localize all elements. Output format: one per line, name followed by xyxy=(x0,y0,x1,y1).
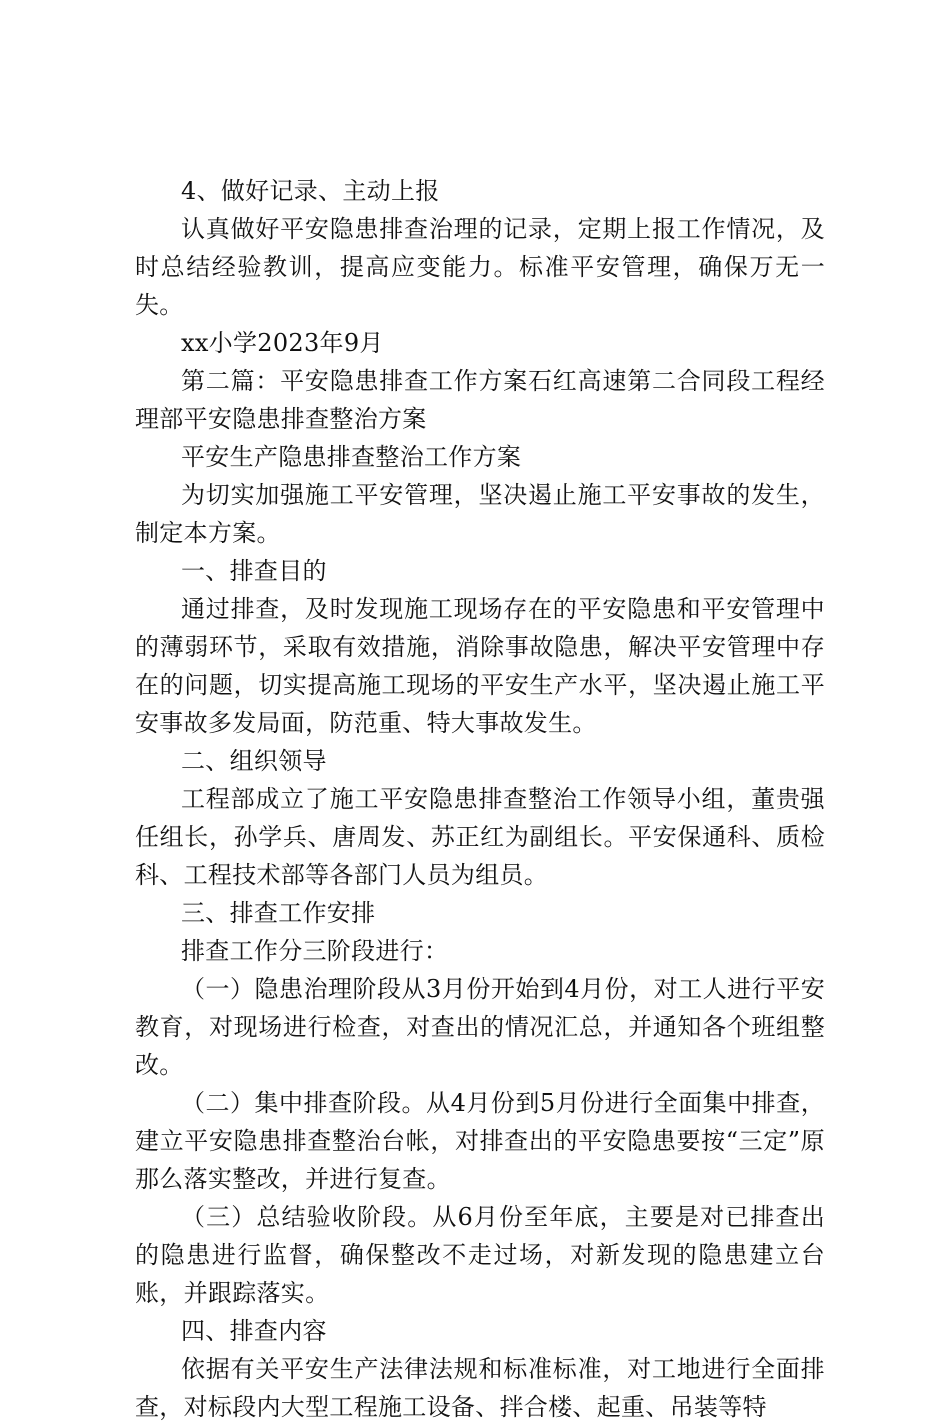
intro-paragraph: 为切实加强施工平安管理，坚决遏止施工平安事故的发生，制定本方案。 xyxy=(135,481,825,547)
signature-date: xx小学2023年9月 xyxy=(181,329,384,357)
section-heading-leadership: 二、组织领导 xyxy=(181,747,327,775)
section-heading-arrangement: 三、排查工作安排 xyxy=(181,899,376,927)
body-paragraph-content: 依据有关平安生产法律法规和标准标准，对工地进行全面排查，对标段内大型工程施工设备、拌合楼、起重、吊装等特 xyxy=(135,1355,825,1421)
plan-title: 平安生产隐患排查整治工作方案 xyxy=(181,443,522,471)
body-paragraph-purpose: 通过排查，及时发现施工现场存在的平安隐患和平安管理中的薄弱环节，采取有效措施，消除事故隐患，解决平安管理中存在的问题，切实提高施工现场的平安生产水平，坚决遏止施工平安事故多发局面，防范重、特大事故发生。 xyxy=(135,595,825,737)
section-heading-purpose: 一、排查目的 xyxy=(181,557,327,585)
section-heading-report: 4、做好记录、主动上报 xyxy=(181,177,440,205)
stage-one-paragraph: （一）隐患治理阶段从3月份开始到4月份，对工人进行平安教育，对现场进行检查，对查出的情况汇总，并通知各个班组整改。 xyxy=(135,975,825,1079)
stage-two-paragraph: （二）集中排查阶段。从4月份到5月份进行全面集中排查，建立平安隐患排查整治台帐，对排查出的平安隐患要按“三定”原那么落实整改，并进行复查。 xyxy=(135,1089,825,1193)
chapter-title: 第二篇：平安隐患排查工作方案石红高速第二合同段工程经理部平安隐患排查整治方案 xyxy=(135,367,825,433)
stage-three-paragraph: （三）总结验收阶段。从6月份至年底，主要是对已排查出的隐患进行监督，确保整改不走过场，对新发现的隐患建立台账，并跟踪落实。 xyxy=(135,1203,825,1307)
body-paragraph-records: 认真做好平安隐患排查治理的记录，定期上报工作情况，及时总结经验教训，提高应变能力。标准平安管理，确保万无一失。 xyxy=(135,215,825,319)
body-paragraph-leadership: 工程部成立了施工平安隐患排查整治工作领导小组，董贵强任组长，孙学兵、唐周发、苏正红为副组长。平安保通科、质检科、工程技术部等各部门人员为组员。 xyxy=(135,785,825,889)
document-page xyxy=(135,172,825,1426)
section-heading-content: 四、排查内容 xyxy=(181,1317,327,1345)
body-paragraph-stages: 排查工作分三阶段进行： xyxy=(181,937,449,965)
